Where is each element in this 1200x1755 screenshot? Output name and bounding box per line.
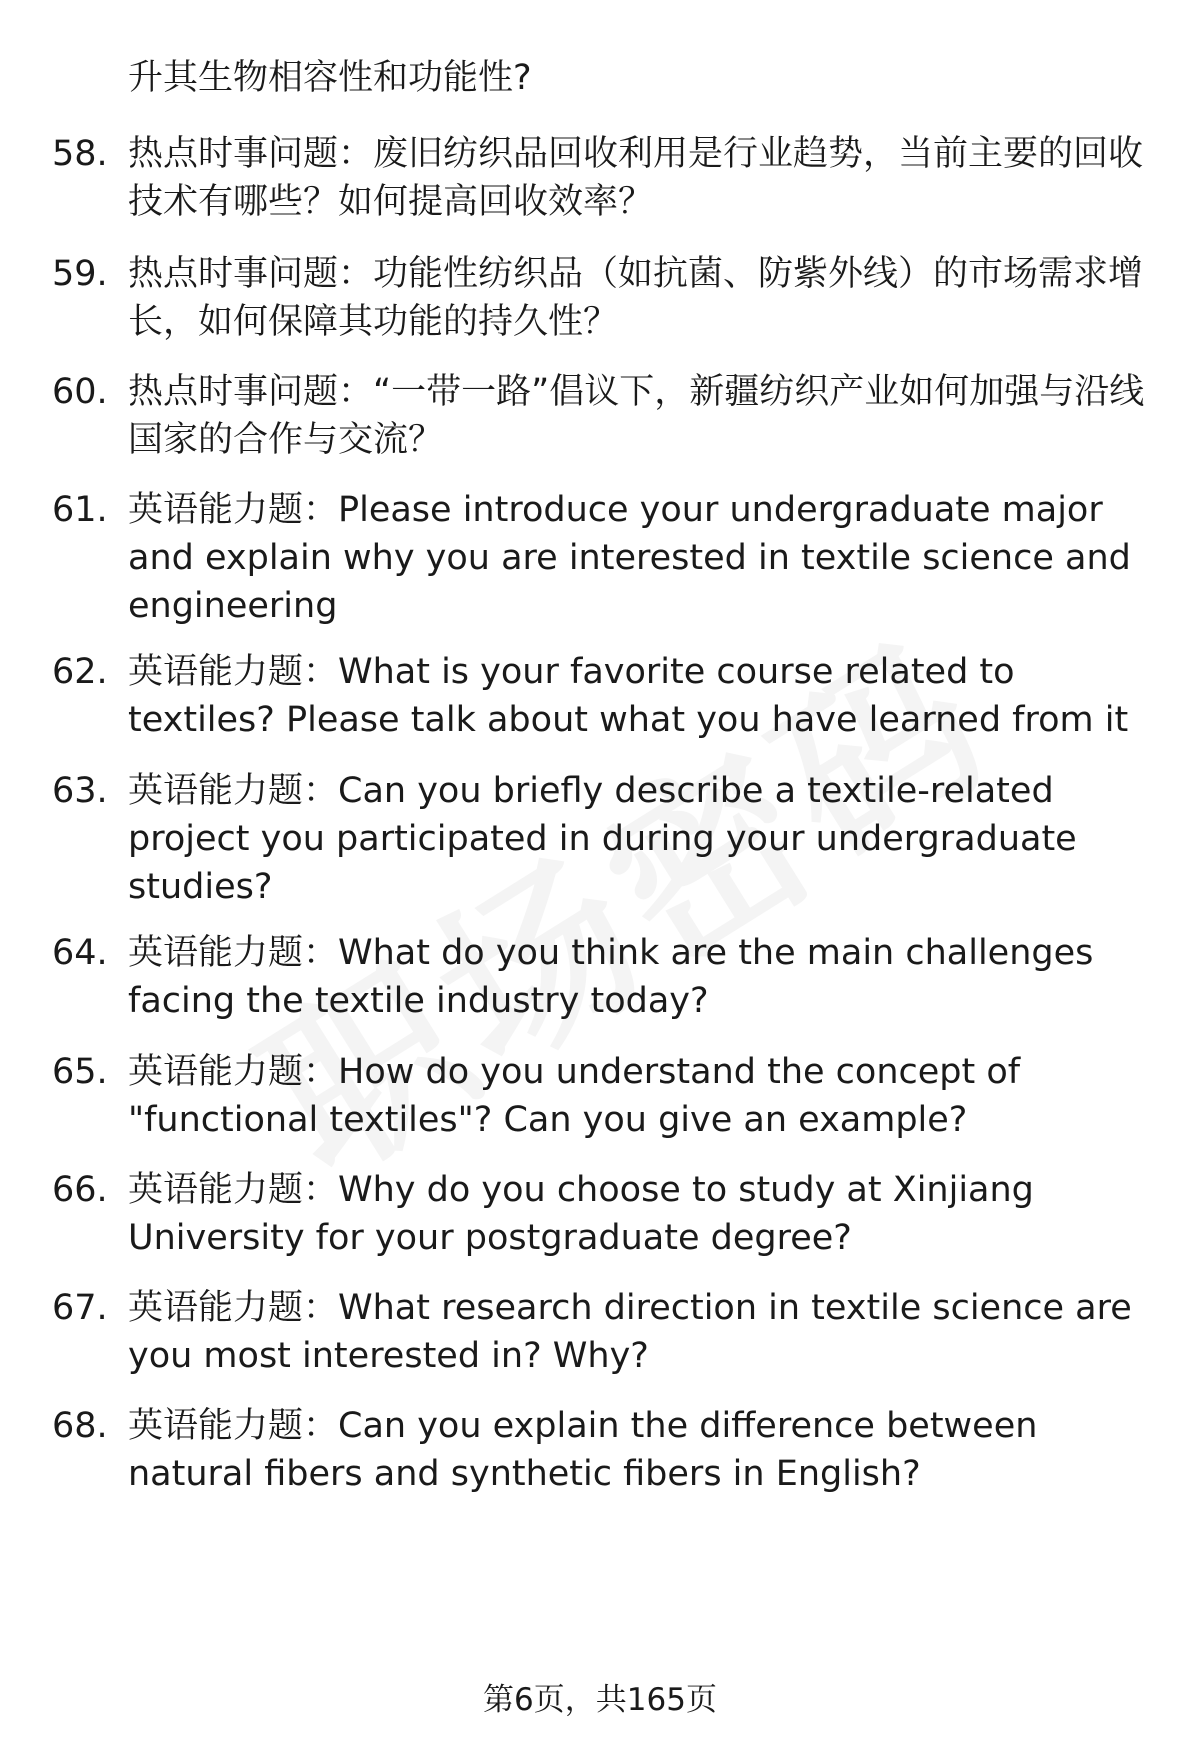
question-text: 英语能力题：Can you explain the difference between natural fibers and synthetic fibers in English? bbox=[128, 1406, 1038, 1494]
question-number: 61. bbox=[52, 490, 108, 530]
question-text: 英语能力题：Can you briefly describe a textile-related project you participated in during your undergraduate studies? bbox=[128, 771, 1077, 907]
question-text: 英语能力题：How do you understand the concept of "functional textiles"? Can you give an example? bbox=[128, 1052, 1021, 1140]
question-number: 62. bbox=[52, 652, 108, 692]
question-number: 65. bbox=[52, 1052, 108, 1092]
question-number: 64. bbox=[52, 933, 108, 973]
question-number: 66. bbox=[52, 1170, 108, 1210]
question-text: 英语能力题：What do you think are the main challenges facing the textile industry today? bbox=[128, 933, 1094, 1021]
question-text: 英语能力题：What research direction in textile science are you most interested in? Why? bbox=[128, 1288, 1132, 1376]
continued-text: 升其生物相容性和功能性? bbox=[128, 58, 532, 98]
question-number: 59. bbox=[52, 254, 108, 294]
page-footer: 第6页，共165页 bbox=[483, 1682, 717, 1718]
question-number: 58. bbox=[52, 134, 108, 174]
question-text: 英语能力题：Please introduce your undergraduate major and explain why you are interested in textile science and engineering bbox=[128, 490, 1131, 626]
question-number: 68. bbox=[52, 1406, 108, 1446]
question-text: 热点时事问题：“一带一路”倡议下，新疆纺织产业如何加强与沿线国家的合作与交流？ bbox=[128, 372, 1145, 460]
question-text: 热点时事问题：废旧纺织品回收利用是行业趋势，当前主要的回收技术有哪些？如何提高回收效率？ bbox=[128, 134, 1144, 222]
question-text: 热点时事问题：功能性纺织品（如抗菌、防紫外线）的市场需求增长，如何保障其功能的持久性？ bbox=[128, 254, 1144, 342]
question-text: 英语能力题：Why do you choose to study at Xinjiang University for your postgraduate degree? bbox=[128, 1170, 1034, 1258]
question-text: 英语能力题：What is your favorite course related to textiles? Please talk about what you have learned from it bbox=[128, 652, 1129, 740]
question-number: 63. bbox=[52, 771, 108, 811]
question-number: 60. bbox=[52, 372, 108, 412]
question-number: 67. bbox=[52, 1288, 108, 1328]
